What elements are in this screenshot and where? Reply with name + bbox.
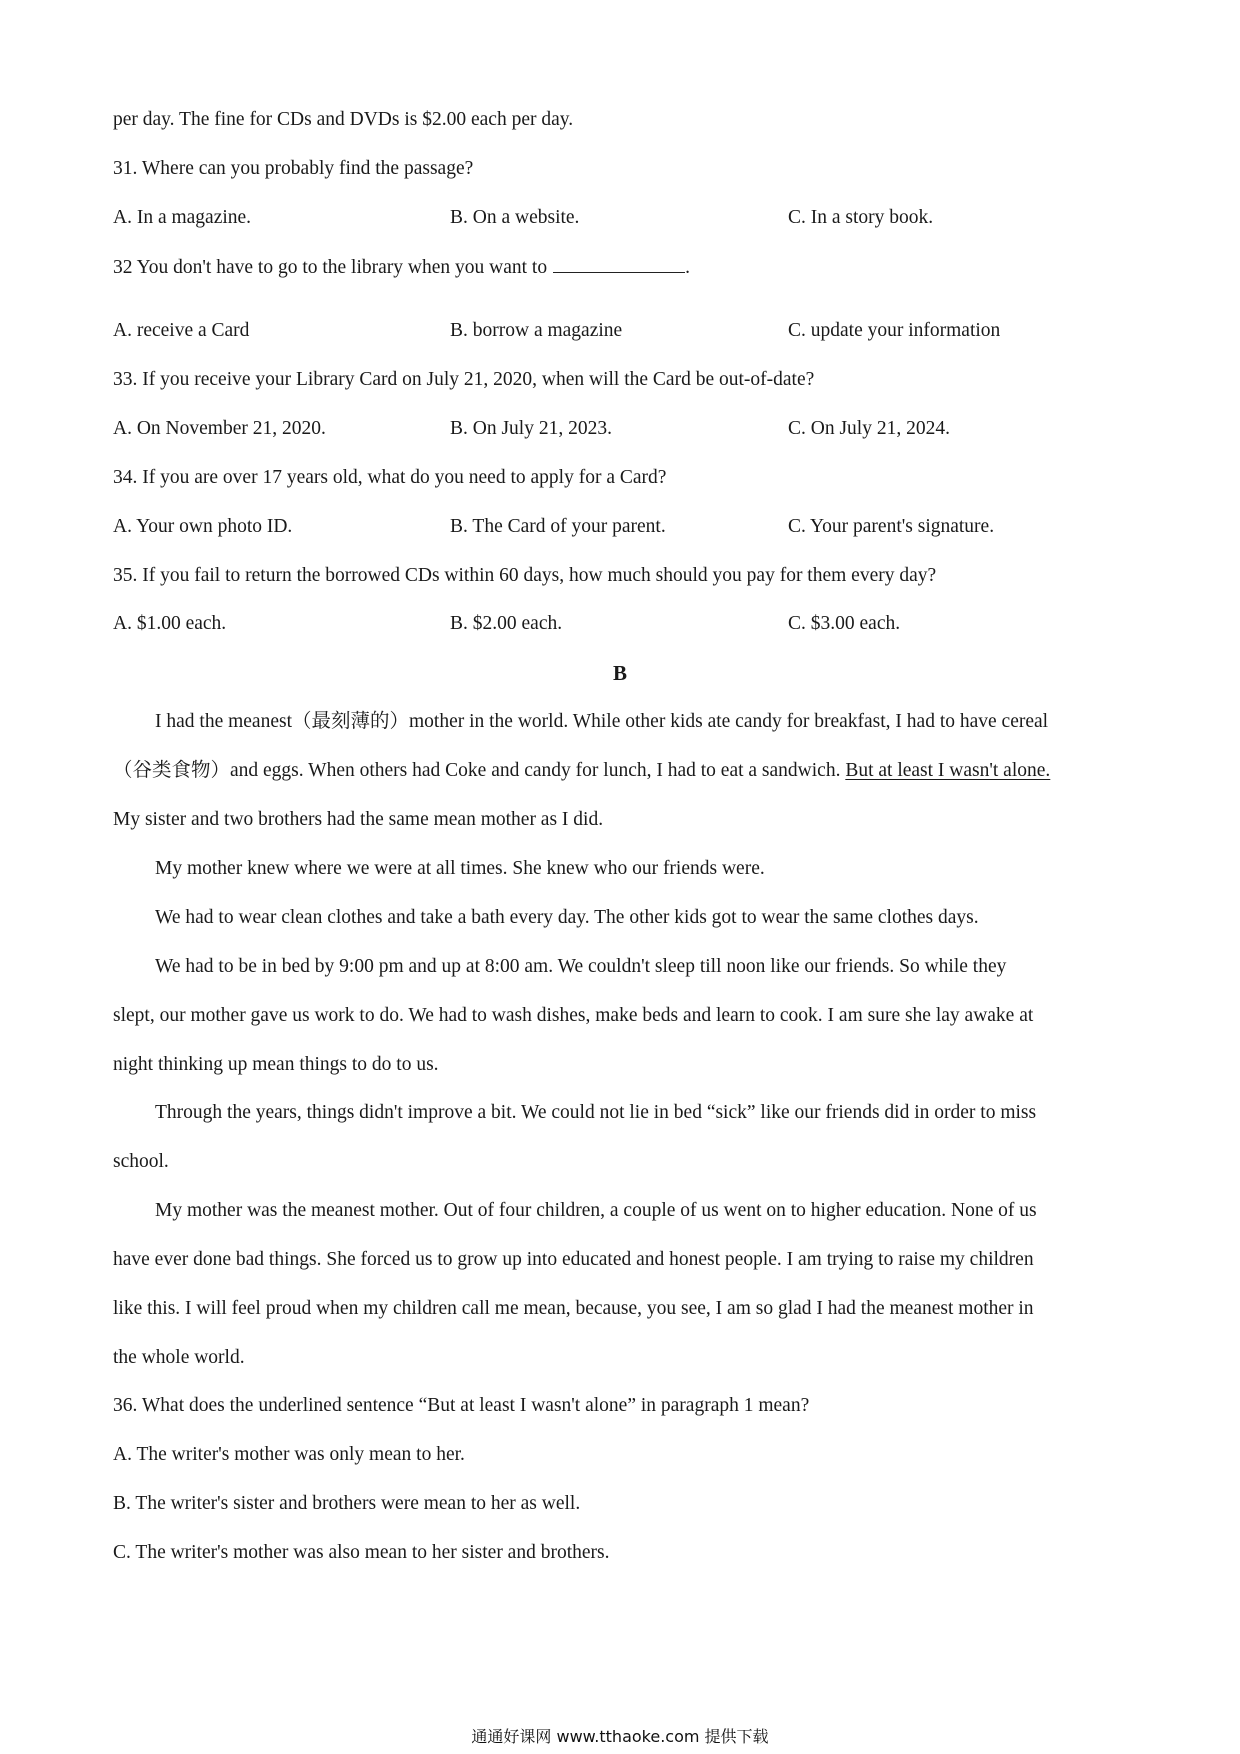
- question-32-option-a: A. receive a Card: [113, 320, 250, 341]
- paragraph-6-line-4: the whole world.: [113, 1347, 245, 1368]
- paragraph-4-line-2: slept, our mother gave us work to do. We had to wash dishes, make beds and learn to cook. I am sure she lay awake at: [113, 1005, 1034, 1026]
- paragraph-4-line-3: night thinking up mean things to do to us.: [113, 1054, 439, 1075]
- section-b-heading: B: [612, 661, 627, 685]
- question-36-option-b: B. The writer's sister and brothers were mean to her as well.: [113, 1493, 581, 1514]
- question-32-option-c: C. update your information: [788, 320, 1001, 341]
- question-31-option-b: B. On a website.: [450, 207, 580, 228]
- question-35-option-a: A. $1.00 each.: [113, 613, 227, 634]
- question-31-stem: 31. Where can you probably find the passage?: [113, 158, 474, 179]
- passage-end-line: per day. The fine for CDs and DVDs is $2.00 each per day.: [113, 109, 574, 130]
- page-footer: 通通好课网 www.tthaoke.com 提供下载: [471, 1727, 769, 1746]
- paragraph-4-line-1: We had to be in bed by 9:00 pm and up at 8:00 am. We couldn't sleep till noon like our friends. So while they: [155, 956, 1007, 977]
- question-33-option-c: C. On July 21, 2024.: [788, 418, 950, 439]
- paragraph-2: My mother knew where we were at all times. She knew who our friends were.: [155, 858, 765, 879]
- paragraph-5-line-2: school.: [113, 1151, 169, 1172]
- question-36-option-c: C. The writer's mother was also mean to her sister and brothers.: [113, 1542, 610, 1563]
- paragraph-1-line-2-text: （谷类食物）and eggs. When others had Coke and candy for lunch, I had to eat a sandwich.: [113, 760, 841, 781]
- paragraph-6-line-2: have ever done bad things. She forced us to grow up into educated and honest people. I am trying to raise my children: [113, 1249, 1034, 1270]
- answer-blank: [553, 254, 685, 273]
- paragraph-1-line-3: My sister and two brothers had the same mean mother as I did.: [113, 809, 604, 830]
- question-33-option-b: B. On July 21, 2023.: [450, 418, 612, 439]
- question-33-stem: 33. If you receive your Library Card on July 21, 2020, when will the Card be out-of-date?: [113, 369, 815, 390]
- question-35-option-b: B. $2.00 each.: [450, 613, 563, 634]
- paragraph-6-line-1: My mother was the meanest mother. Out of four children, a couple of us went on to higher education. None of us: [155, 1200, 1037, 1221]
- paragraph-6-line-3: like this. I will feel proud when my children call me mean, because, you see, I am so glad I had the meanest mother in: [113, 1298, 1034, 1319]
- question-31-option-a: A. In a magazine.: [113, 207, 252, 228]
- question-36-stem: 36. What does the underlined sentence “But at least I wasn't alone” in paragraph 1 mean?: [113, 1395, 810, 1416]
- question-32-stem-line: [113, 254, 690, 280]
- paragraph-3: We had to wear clean clothes and take a bath every day. The other kids got to wear the same clothes days.: [155, 907, 979, 928]
- question-34-stem: 34. If you are over 17 years old, what do you need to apply for a Card?: [113, 467, 667, 488]
- question-35-stem: 35. If you fail to return the borrowed CDs within 60 days, how much should you pay for them every day?: [113, 565, 937, 586]
- question-34-option-b: B. The Card of your parent.: [450, 516, 666, 537]
- question-32-option-b: B. borrow a magazine: [450, 320, 623, 341]
- question-32-stem: 32 You don't have to go to the library when you want to: [113, 257, 548, 278]
- underlined-sentence: But at least I wasn't alone.: [845, 760, 1051, 781]
- question-32-stem-end: .: [685, 257, 690, 278]
- question-36-option-a: A. The writer's mother was only mean to her.: [113, 1444, 465, 1465]
- question-33-option-a: A. On November 21, 2020.: [113, 418, 326, 439]
- question-35-option-c: C. $3.00 each.: [788, 613, 901, 634]
- paragraph-1-line-2: [113, 759, 1050, 783]
- paragraph-5-line-1: Through the years, things didn't improve a bit. We could not lie in bed “sick” like our friends did in order to miss: [155, 1102, 1037, 1123]
- question-34-option-c: C. Your parent's signature.: [788, 516, 995, 537]
- question-34-option-a: A. Your own photo ID.: [113, 516, 293, 537]
- question-31-option-c: C. In a story book.: [788, 207, 934, 228]
- paragraph-1-line-1: I had the meanest（最刻薄的）mother in the world. While other kids ate candy for breakfast, I had to have cereal: [155, 711, 1049, 732]
